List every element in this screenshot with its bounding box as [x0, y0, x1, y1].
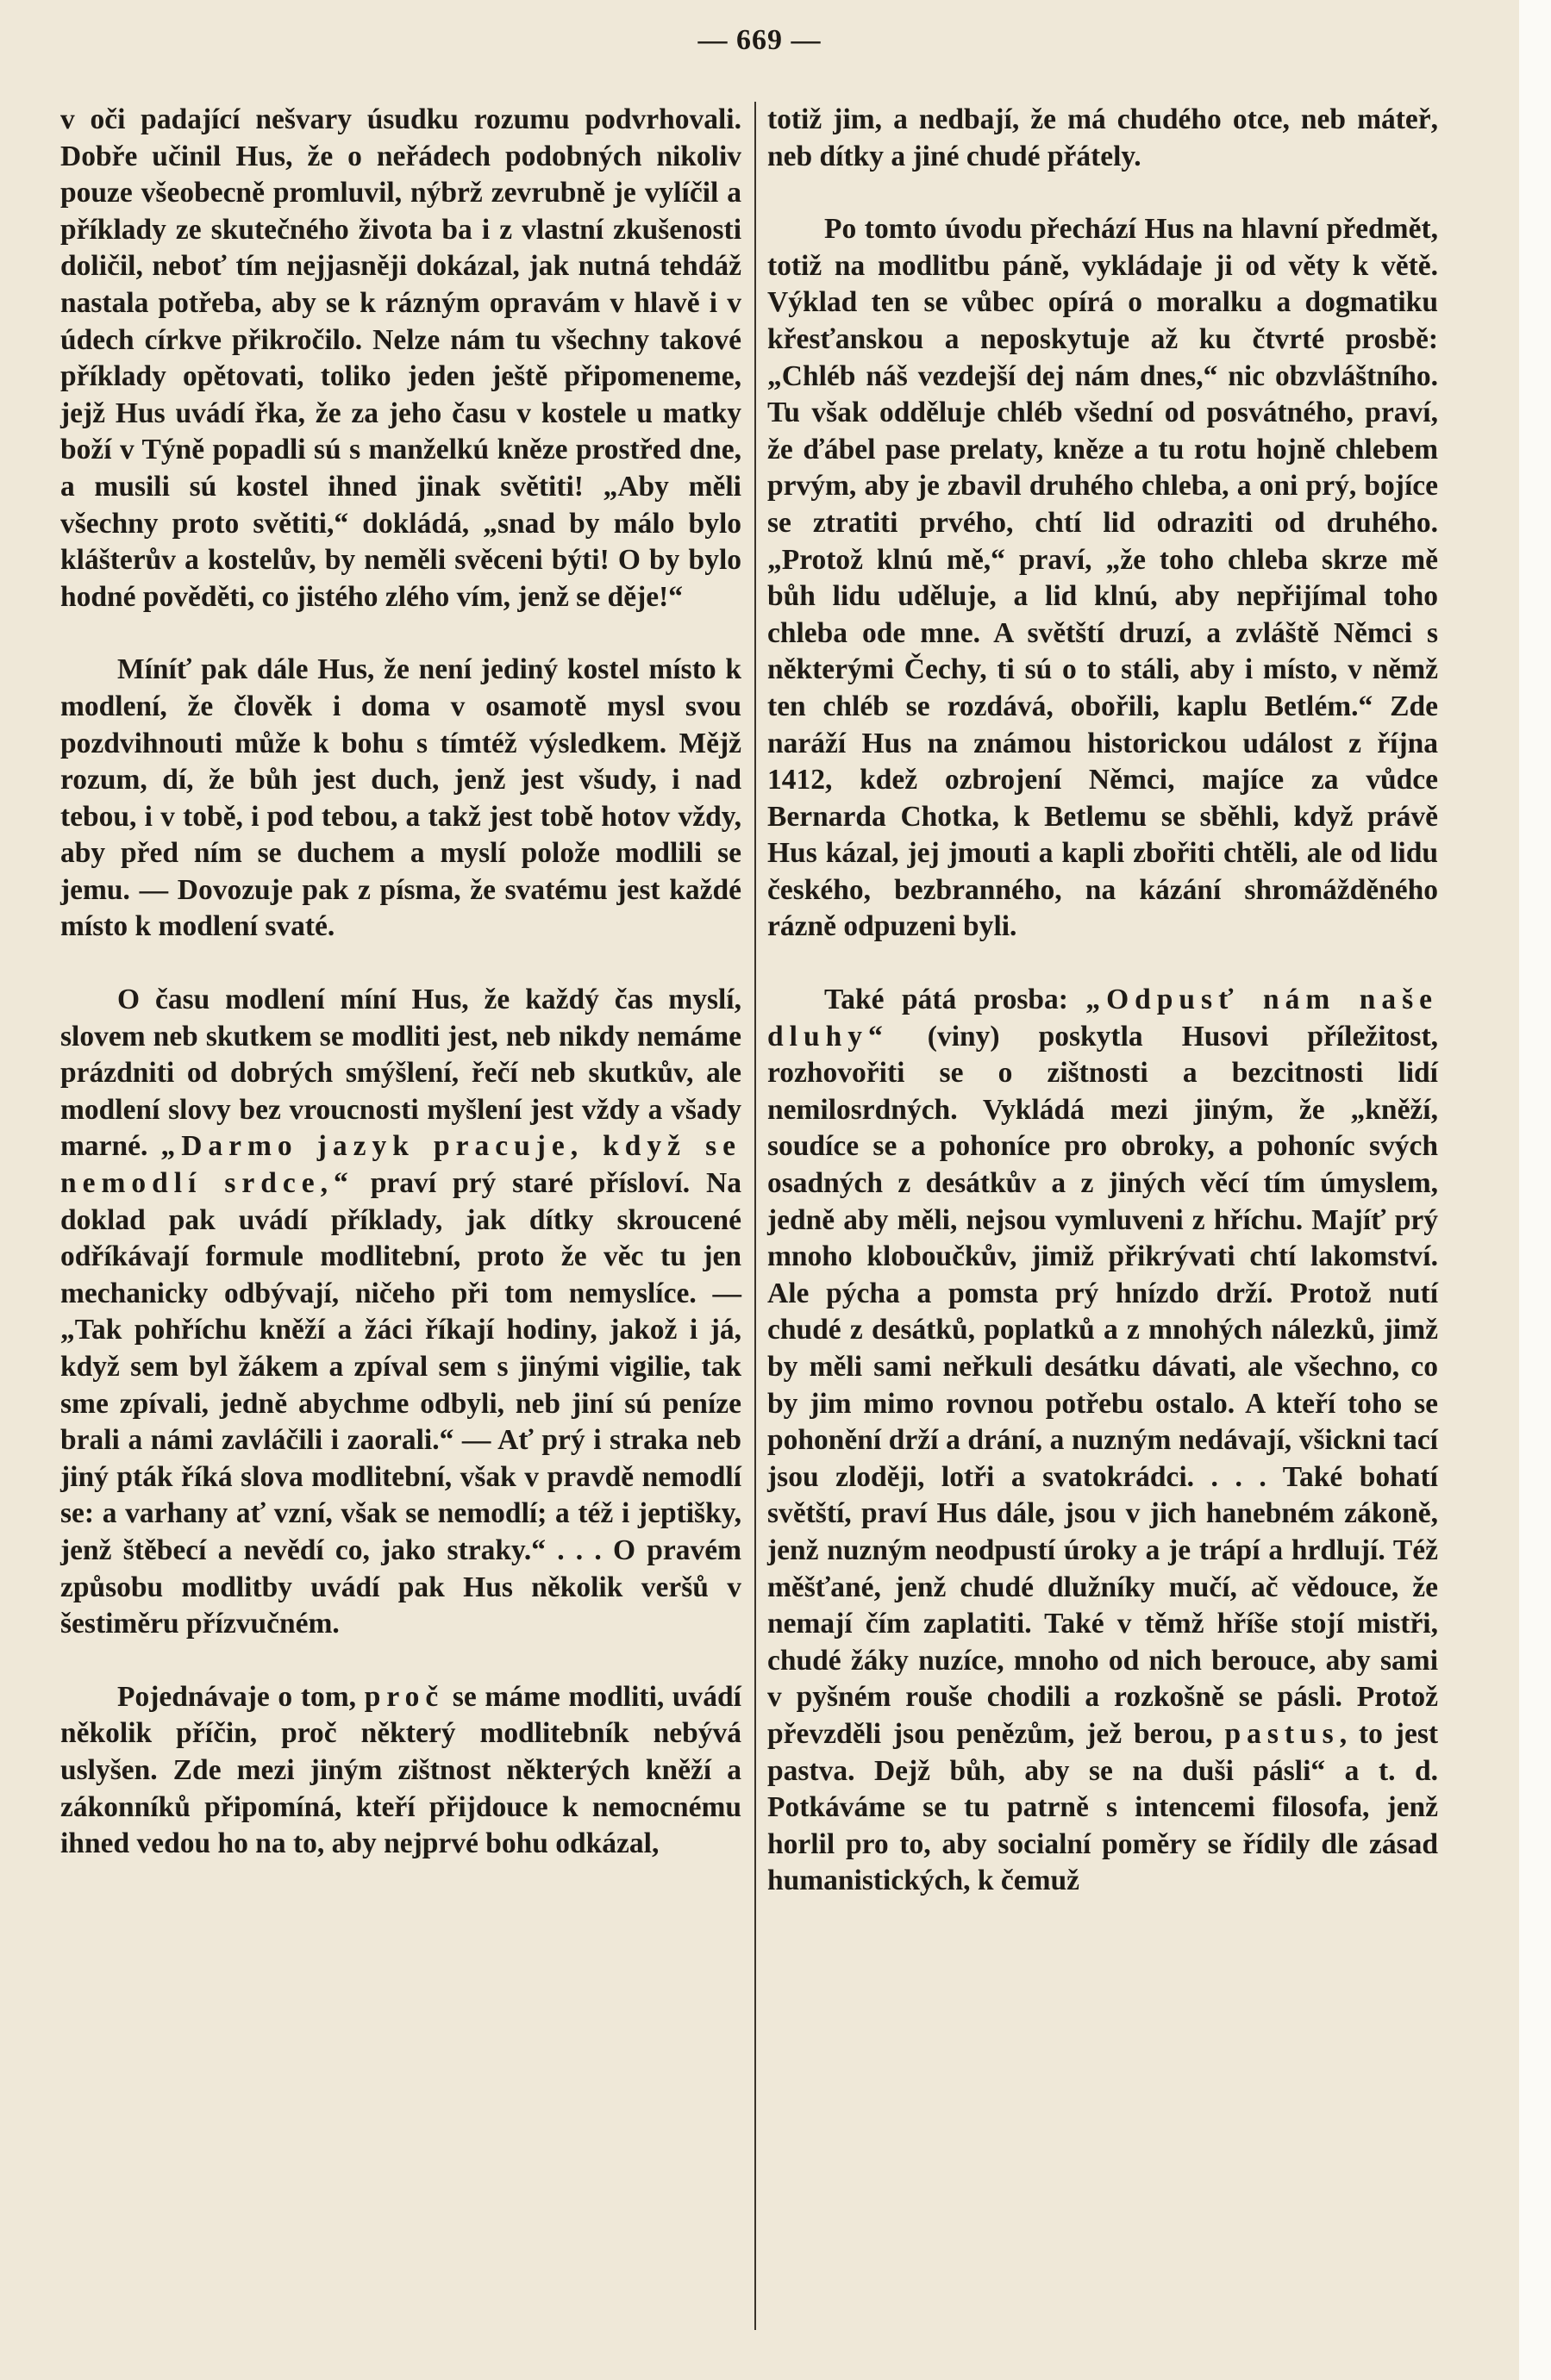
paragraph — [767, 102, 1438, 175]
page-number: — 669 — — [697, 24, 822, 56]
paragraph — [60, 1679, 741, 1863]
paragraph-text: , to jest pastva. Dejž bůh, aby se na duši pásli“ a t. d. Potkáváme se tu patrně s intencemi filosofa, jenž horlil pro to, aby socialní poměry se řídily dle zásad humanistických, k čemuž — [767, 1717, 1439, 1897]
paragraph-text: (viny) poskytla Husovi příležitost, rozhovořiti se o zištnosti a bezcitnosti lidí nemilosrdných. Vykládá mezi jiným, že „kněží, soudíce se a pohoníce pro obroky, a pohoníc svých osadných z desátkův a z jiných věcí tím úmyslem, jedně aby měli, nejsou vymluveni z hříchu. Majíť prý mnoho kloboučkův, jimiž přikrývati chtí lakomství. Ale pýcha a pomsta prý hnízdo drží. Protož nutí chudé z desátků, poplatků a z mnohých nálezků, jimž by měli sami neřkuli desátku dávati, ale všechno, co by jim mimo rovnou potřebu ostalo. A kteří toho se pohonění drží a drání, a nuzným nedávají, všickni tací jsou zloději, lotři a svatokrádci. . . . Také bohatí světští, praví Hus dále, jsou v jich hanebném zákoně, jenž nuzným neodpustí úroky a je trápí a hrdlují. Též měšťané, jenž chudé dlužníky mučí, ač vědouce, že nemají čím zaplatiti. Také v těmž hříše stojí mistři, chudé žáky nuzíce, mnoho od nich berouce, aby sami v pyšném rouše chodili a rozkošně se pásli. Protož převzděli jsou penězům, jež berou, — [767, 1020, 1438, 1750]
paragraph — [60, 652, 741, 946]
right-column — [767, 102, 1438, 1900]
paragraph-text: Pojednávaje o tom, — [117, 1680, 365, 1713]
paragraph — [767, 982, 1438, 1900]
emphasized-text: „Darmo jazyk pracuje, když se nemodlí srdce,“ — [60, 1130, 742, 1200]
emphasized-text: pastus — [1224, 1717, 1340, 1750]
paragraph — [60, 102, 741, 615]
page-edge — [1519, 0, 1551, 2380]
paragraph-text: O času modlení míní Hus, že každý čas myslí, slovem neb skutkem se modliti jest, neb nikdy nemáme prázdniti od dobrých smýšlení, řečí neb skutkův, ale modlení slovy bez vroucnosti myšlení jest vždy a všady marné. — [60, 984, 741, 1163]
paragraph — [60, 982, 741, 1643]
paragraph-text: Po tomto úvodu přechází Hus na hlavní předmět, totiž na modlitbu páně, vykládaje ji od věty k větě. Výklad ten se vůbec opírá o moralku a dogmatiku křesťanskou a neposkytuje až ku čtvrté prosbě: „Chléb náš vezdejší dej nám dnes,“ nic obzvláštního. Tu však odděluje chléb všední od posvátného, praví, že ďábel pase prelaty, kněze a tu rotu hojně chlebem prvým, aby je zbavil druhého chleba, a oni prý, bojíce se ztratiti prvého, chtí lid odraziti od druhého. „Protož klnú mě,“ praví, „že toho chleba skrze mě bůh lidu uděluje, a lid klnú, aby nepřijímal toho chleba ode mne. A světští druzí, a zvláště Němci s některými Čechy, ti sú o to stáli, aby i místo, v němž ten chléb se rozdává, obořili, kaplu Betlém.“ Zde naráží Hus na známou historickou událost z října 1412, kdež ozbrojení Němci, majíce za vůdce Bernarda Chotka, k Betlemu se sběhli, když právě Hus kázal, jej jmouti a kapli zbořiti chtěli, ale od lidu českého, bezbranného, na kázání shromážděného rázně odpuzeni byli. — [767, 213, 1438, 943]
paragraph-text: Míníť pak dále Hus, že není jediný kostel místo k modlení, že člověk i doma v osamotě mysl svou pozdvihnouti může k bohu s tímtéž výsledkem. Mějž rozum, dí, že bůh jest duch, jenž jest všudy, i nad tebou, i v tobě, i pod tebou, a takž jest tobě hotov vždy, aby před ním se duchem a myslí polože modlili se jemu. — Dovozuje pak z písma, že svatému jest každé místo k modlení svaté. — [60, 653, 741, 943]
paragraph-text: v oči padající nešvary úsudku rozumu podvrhovali. Dobře učinil Hus, že o neřádech podobných nikoliv pouze všeobecně promluvil, nýbrž zevrubně je vylíčil a příklady ze skutečného života ba i z vlastní zkušenosti doličil, neboť tím nejjasněji dokázal, jak nutná tehdáž nastala potřeba, aby se k rázným opravám v hlavě i v údech církve přikročilo. Nelze nám tu všechny takové příklady opětovati, toliko jeden ještě připomeneme, jejž Hus uvádí řka, že za jeho času v kostele u matky boží v Týně popadli sú s manželkú kněze prostřed dne, a musili sú kostel ihned jinak světiti! „Aby měli všechny proto světiti,“ dokládá, „snad by málo bylo klášterův a kostelův, by neměli svěceni býti! O by bylo hodné pověděti, co jistého zlého vím, jenž se děje!“ — [60, 103, 741, 613]
emphasized-text: proč — [364, 1680, 445, 1713]
emphasized-text: „Odpusť nám naše dluhy“ — [767, 984, 1439, 1053]
column-divider — [754, 102, 756, 2330]
paragraph-text: se máme modliti, uvádí několik příčin, proč některý modlitebník nebývá uslyšen. Zde mezi jiným zištnost některých kněží a zákonníků připomíná, kteří přijdouce k nemocnému ihned vedou ho na to, aby nejprvé bohu odkázal, — [60, 1680, 741, 1860]
paragraph — [767, 211, 1438, 946]
left-column — [60, 102, 741, 1863]
paragraph-text: praví prý staré přísloví. Na doklad pak uvádí příklady, jak dítky skroucené odříkávají formule modlitební, proto že věc tu jen mechanicky odbývají, ničeho při tom nemyslíce. — „Tak pohříchu kněží a žáci říkají hodiny, jakož i já, když sem byl žákem a zpíval sem s jinými vigilie, tak sme zpívali, jedně abychme odbyli, neb jiní sú peníze brali a námi zavláčili i zaorali.“ — Ať prý i straka neb jiný pták říká slova modlitební, však v pravdě nemodlí se: a varhany ať vzní, však se nemodlí; a též i jeptišky, jenž štěbecí a nevědí co, jako straky.“ . . . O pravém způsobu modlitby uvádí pak Hus několik veršů v šestiměru přízvučném. — [60, 1167, 741, 1640]
paragraph-text: totiž jim, a nedbají, že má chudého otce, neb máteř, neb dítky a jiné chudé přátely. — [767, 103, 1438, 172]
paragraph-text: Také pátá prosba: — [824, 984, 1086, 1016]
